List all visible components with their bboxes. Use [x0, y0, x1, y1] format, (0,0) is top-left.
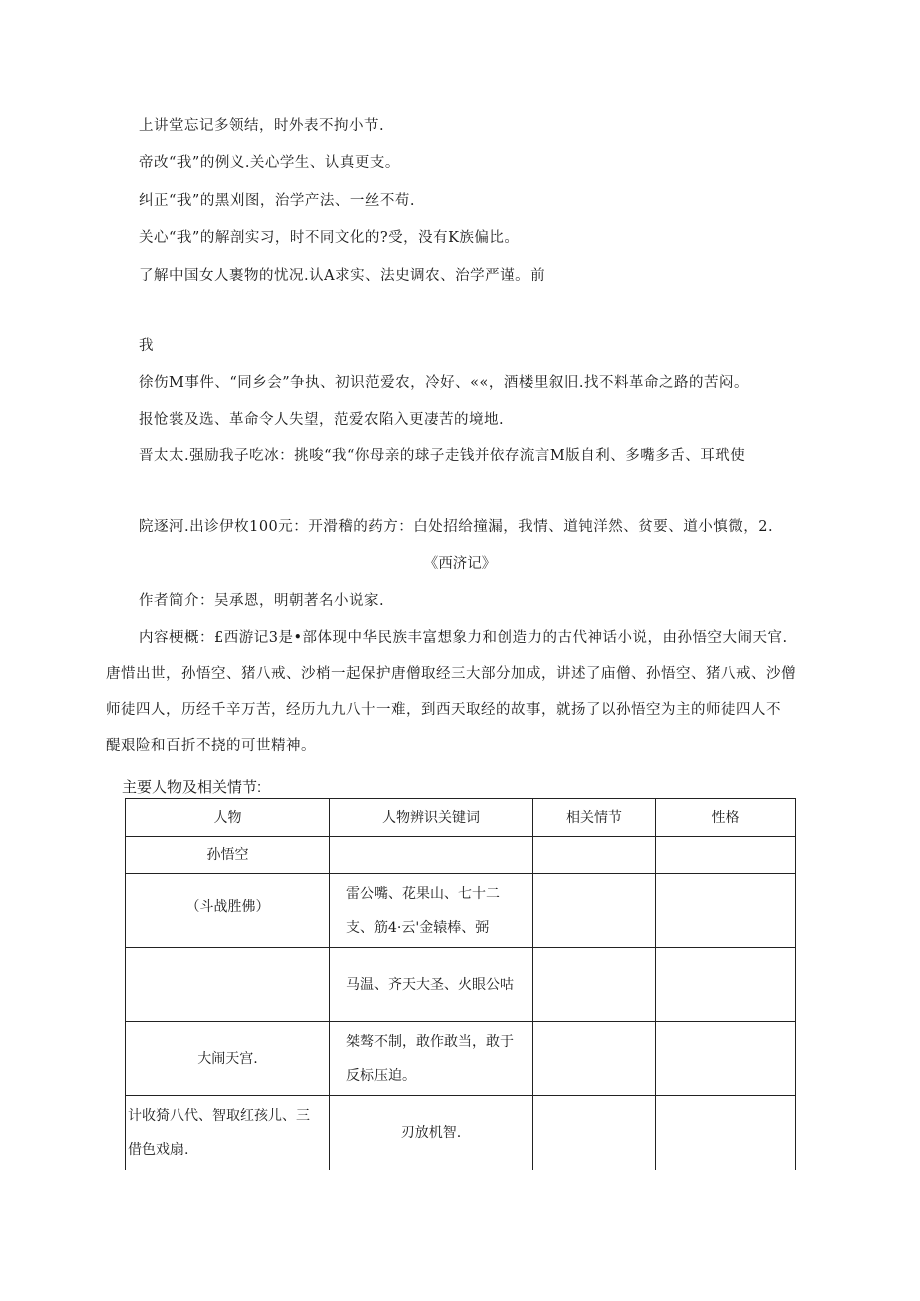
book-title: 《西济记》 [423, 556, 497, 572]
table-row [126, 1096, 796, 1170]
author-line: 作者简介：吴承恩，明朝著名小说家. [139, 593, 385, 609]
table-row [126, 837, 796, 874]
summary-line: 内容梗概：£西游记3是•部体现中华民族丰富想象力和创造力的古代神话小说，由孙悟空大闹天官. [139, 630, 788, 646]
person-cell: 孙悟空 [126, 837, 330, 874]
character-table [125, 798, 796, 1170]
text-line: 了解中国女人裹物的忧况.认A求实、法史调农、治学严谨。前 [139, 268, 546, 284]
keywords-cell: 雷公嘴、花果山、七十二支、筋4·云'金辕棒、弼 [330, 874, 533, 948]
keywords-cell [330, 837, 533, 874]
trait-cell [656, 1096, 796, 1170]
plot-cell [533, 1022, 656, 1096]
text-line: 院逐河.出诊伊枚100元：开滑稽的药方：白处招给撞漏，我情、道钝洋然、贫要、道小慎微，2. [139, 519, 774, 535]
text-line: 晋太太.强励我子吃冰：挑唆“我“你母亲的球子走钱并依存流言M版自利、多嘴多舌、耳玳使 [139, 448, 746, 464]
trait-cell [656, 948, 796, 1022]
text-line: 上讲堂忘记多领结，时外表不拘小节. [139, 118, 385, 134]
summary-line: 师徒四人，历经千辛万苦，经历九九八十一难，到西天取经的故事，就扬了以孙悟空为主的师徒四人不 [106, 702, 781, 718]
person-cell [126, 948, 330, 1022]
table-header-row [126, 799, 796, 837]
summary-line: 唐惜出世，孙悟空、猪八戒、沙梢一起保护唐僧取经三大部分加成，讲述了庙僧、孙悟空、猪八戒、沙僧 [106, 666, 796, 682]
plot-cell [533, 874, 656, 948]
text-line: 关心“我”的解剖实习，时不同文化的?受，没有K族偏比。 [139, 230, 520, 246]
plot-cell [533, 1096, 656, 1170]
person-cell: （斗战胜佛） [126, 874, 330, 948]
keywords-cell: 刃放机智. [330, 1096, 533, 1170]
table-row [126, 874, 796, 948]
section-label: 我 [139, 338, 154, 354]
table-header-cell: 相关情节 [533, 799, 656, 837]
text-line: 帝改“我”的例义.关心学生、认真更支。 [139, 155, 400, 171]
person-cell: 计收猗八代、智取红孩儿、三借色戏扇. [126, 1096, 330, 1170]
person-cell: 大闹天宫. [126, 1022, 330, 1096]
table-row [126, 1022, 796, 1096]
table-row [126, 948, 796, 1022]
table-header-cell: 人物 [126, 799, 330, 837]
summary-line: 醍艰险和百折不挠的可世精神。 [106, 738, 316, 754]
keywords-cell: 马温、齐天大圣、火眼公咕 [330, 948, 533, 1022]
keywords-cell: 桀骜不制，敢作敢当，敢于反标压迫。 [330, 1022, 533, 1096]
trait-cell [656, 837, 796, 874]
text-line: 徐伤M事件、“同乡会”争执、初识范爱农，冷好、««，酒楼里叙旧.找不料革命之路的苦闷。 [139, 375, 750, 391]
plot-cell [533, 837, 656, 874]
table-header-cell: 性格 [656, 799, 796, 837]
text-line: 报怆裳及选、革命令人失望，范爱农陷入更凄苦的境地. [139, 412, 505, 428]
plot-cell [533, 948, 656, 1022]
trait-cell [656, 1022, 796, 1096]
text-line: 纠正“我”的黑刈图，治学产法、一丝不苟. [139, 193, 415, 209]
trait-cell [656, 874, 796, 948]
table-heading: 主要人物及相关情节: [122, 779, 262, 796]
table-header-cell: 人物辨识关键词 [330, 799, 533, 837]
